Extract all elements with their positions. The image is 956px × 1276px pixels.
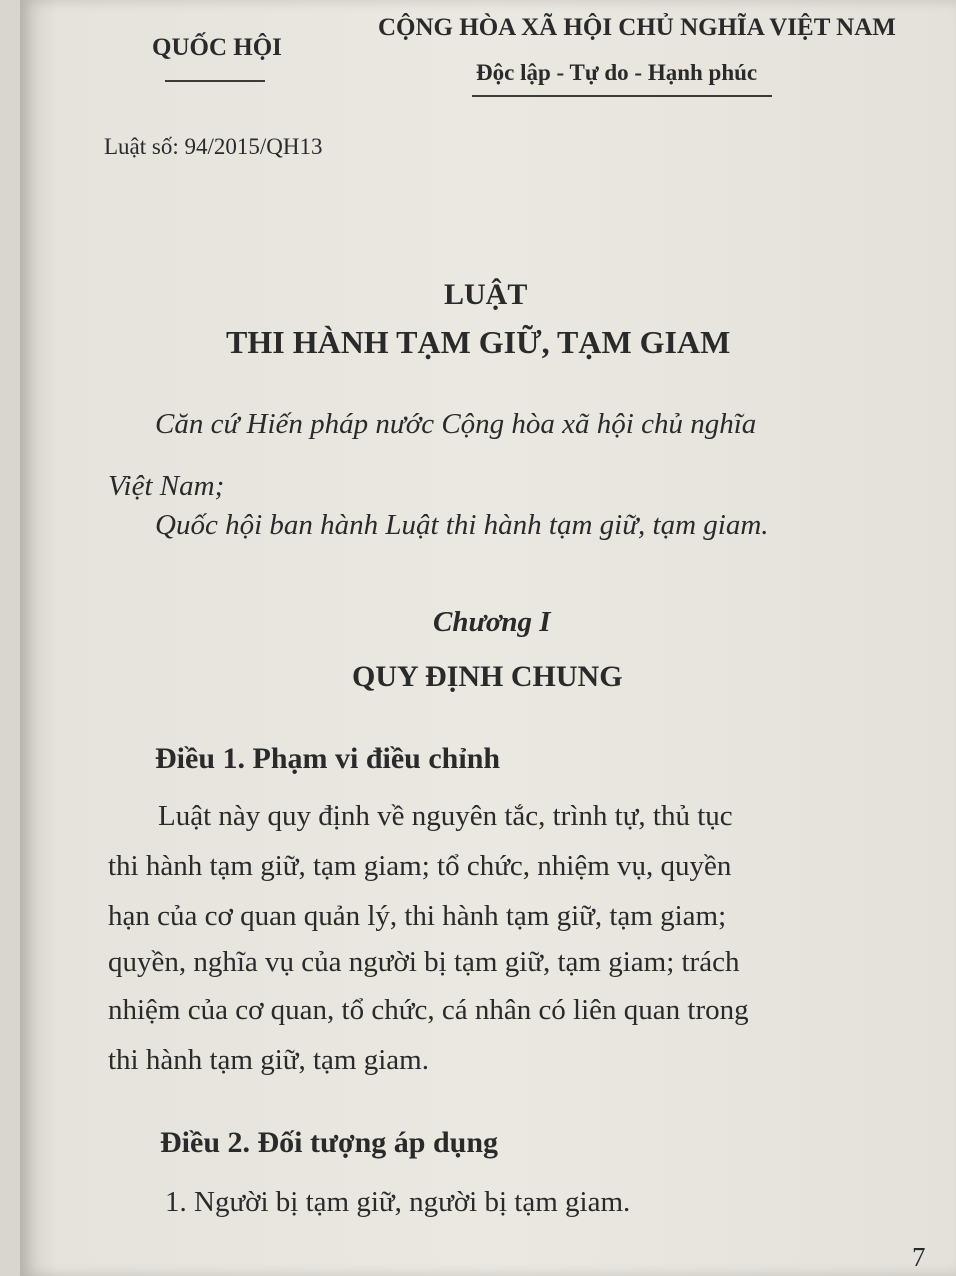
preamble-line: Quốc hội ban hành Luật thi hành tạm giữ, tạm giam. (155, 509, 769, 541)
chapter-label: Chương I (433, 606, 551, 638)
article-1-heading: Điều 1. Phạm vi điều chỉnh (155, 742, 501, 775)
article-1-line: thi hành tạm giữ, tạm giam. (108, 1044, 429, 1076)
article-1-line: quyền, nghĩa vụ của người bị tạm giữ, tạm giam; trách (108, 946, 740, 978)
article-1-line: nhiệm của cơ quan, tổ chức, cá nhân có liên quan trong (108, 994, 749, 1026)
article-1-line: Luật này quy định về nguyên tắc, trình tự, thủ tục (158, 800, 733, 832)
preamble-line: Việt Nam; (108, 470, 225, 502)
article-2-item: 1. Người bị tạm giữ, người bị tạm giam. (165, 1186, 631, 1218)
agency-underline (165, 80, 265, 82)
country-name: CỘNG HÒA XÃ HỘI CHỦ NGHĨA VIỆT NAM (378, 14, 896, 41)
article-1-line: thi hành tạm giữ, tạm giam; tổ chức, nhiệm vụ, quyền (108, 850, 732, 882)
agency-name: QUỐC HỘI (152, 34, 282, 61)
article-1-line: hạn của cơ quan quản lý, thi hành tạm giữ, tạm giam; (108, 900, 727, 932)
law-title: THI HÀNH TẠM GIỮ, TẠM GIAM (226, 324, 731, 360)
page-number: 7 (912, 1242, 926, 1272)
law-number: Luật số: 94/2015/QH13 (104, 134, 323, 159)
national-motto: Độc lập - Tự do - Hạnh phúc (476, 60, 758, 85)
preamble-line: Căn cứ Hiến pháp nước Cộng hòa xã hội chủ nghĩa (155, 408, 757, 440)
article-2-heading: Điều 2. Đối tượng áp dụng (160, 1126, 499, 1159)
motto-underline (472, 95, 772, 97)
law-title-label: LUẬT (444, 278, 528, 311)
chapter-title: QUY ĐỊNH CHUNG (352, 660, 623, 693)
